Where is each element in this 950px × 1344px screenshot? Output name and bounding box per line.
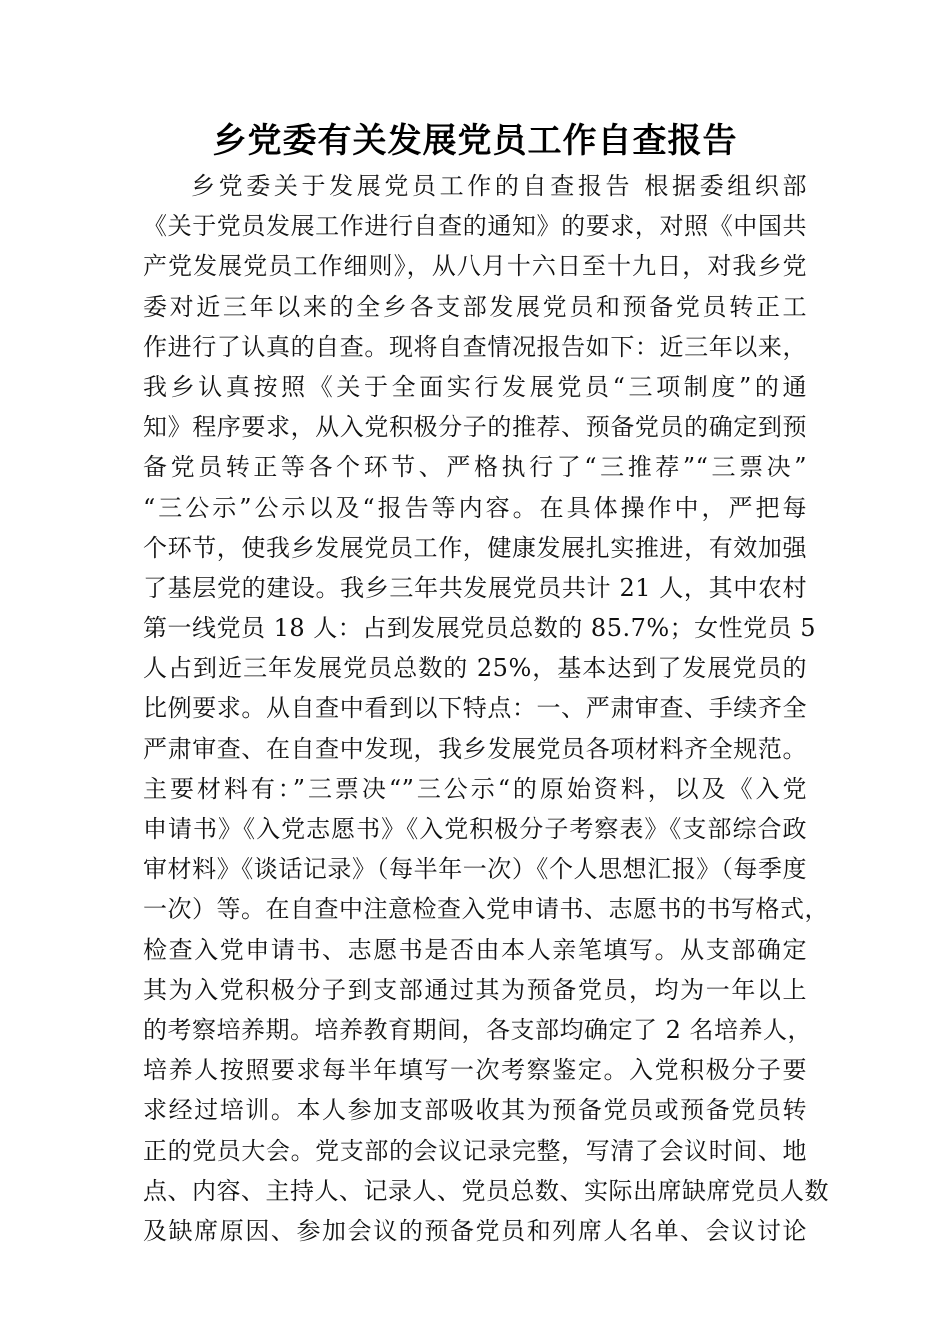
body-line: 乡党委关于发展党员工作的自查报告 根据委组织部	[191, 172, 807, 200]
body-line: 及缺席原因、参加会议的预备党员和列席人名单、会议讨论	[143, 1216, 807, 1245]
body-line: 培养人按照要求每半年填写一次考察鉴定。入党积极分子要	[143, 1056, 807, 1085]
body-line: 了基层党的建设。我乡三年共发展党员共计 21 人，其中农村	[143, 573, 807, 602]
body-line: 严肃审查、在自查中发现，我乡发展党员各项材料齐全规范。	[143, 734, 807, 763]
body-line: 《关于党员发展工作进行自查的通知》的要求，对照《中国共	[143, 212, 807, 241]
body-line: 第一线党员 18 人：占到发展党员总数的 85.7%；女性党员 5	[143, 614, 817, 643]
body-line: 比例要求。从自查中看到以下特点：一、严肃审查、手续齐全	[143, 694, 807, 723]
body-line: 检查入党申请书、志愿书是否由本人亲笔填写。从支部确定	[143, 935, 807, 964]
body-line: 作进行了认真的自查。现将自查情况报告如下：近三年以来，	[143, 332, 807, 361]
body-line: 的考察培养期。培养教育期间，各支部均确定了 2 名培养人，	[143, 1015, 813, 1044]
body-line: “三公示”公示以及“报告等内容。在具体操作中，严把每	[143, 493, 807, 522]
body-line: 备党员转正等各个环节、严格执行了“三推荐”“三票决”	[143, 453, 807, 482]
body-line: 申请书》《入党志愿书》《入党积极分子考察表》《支部综合政	[143, 815, 807, 843]
body-line: 委对近三年以来的全乡各支部发展党员和预备党员转正工	[143, 292, 807, 321]
body-line: 其为入党积极分子到支部通过其为预备党员，均为一年以上	[143, 975, 807, 1004]
body-line: 正的党员大会。党支部的会议记录完整，写清了会议时间、地	[143, 1136, 807, 1165]
body-line: 知》程序要求，从入党积极分子的推荐、预备党员的确定到预	[143, 413, 807, 442]
body-line: 个环节，使我乡发展党员工作，健康发展扎实推进，有效加强	[143, 533, 807, 562]
body-line: 点、内容、主持人、记录人、党员总数、实际出席缺席党员人数	[143, 1176, 829, 1205]
body-line: 一次）等。在自查中注意检查入党申请书、志愿书的书写格式，	[143, 895, 829, 924]
body-line: 求经过培训。本人参加支部吸收其为预备党员或预备党员转	[143, 1096, 807, 1125]
document-title: 乡党委有关发展党员工作自查报告	[212, 121, 738, 161]
body-line: 我乡认真按照《关于全面实行发展党员“三项制度”的通	[143, 372, 807, 401]
document-body	[143, 166, 829, 1251]
body-line: 主要材料有：”三票决“”三公示“的原始资料，以及《入党	[143, 774, 807, 803]
body-line: 产党发展党员工作细则》，从八月十六日至十九日，对我乡党	[143, 252, 807, 281]
body-line: 审材料》《谈话记录》（每半年一次）《个人思想汇报》（每季度	[143, 855, 807, 884]
body-line: 人占到近三年发展党员总数的 25%，基本达到了发展党员的	[143, 654, 807, 683]
